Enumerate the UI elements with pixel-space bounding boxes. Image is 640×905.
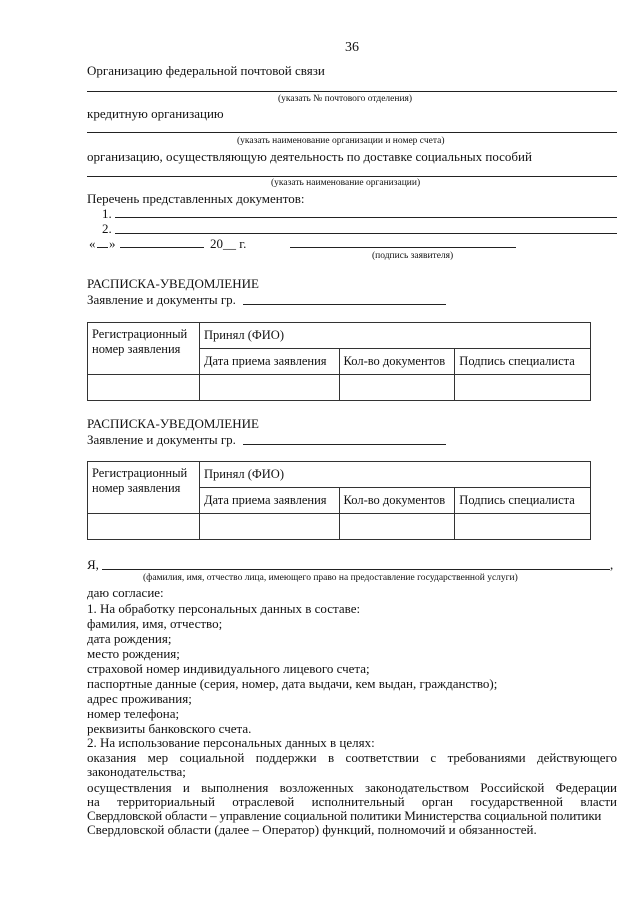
table1-cell-date[interactable] — [199, 375, 339, 401]
pd-field-8: реквизиты банковского счета. — [87, 721, 252, 736]
pd-field-4: страховой номер индивидуального лицевого счета; — [87, 661, 370, 676]
date-quote-open: « — [89, 236, 96, 251]
date-day-line — [97, 247, 108, 248]
docs-item-2-line — [115, 233, 617, 234]
pd-field-7: номер телефона; — [87, 706, 180, 721]
docs-item-1-line — [115, 217, 617, 218]
postal-label: Организацию федеральной почтовой связи — [87, 63, 325, 78]
docs-title: Перечень представленных документов: — [87, 191, 305, 206]
pd-field-5: паспортные данные (серия, номер, дата выдачи, кем выдан, гражданство); — [87, 676, 498, 691]
date-quote-close: » — [109, 236, 116, 251]
consent-comma: , — [610, 557, 614, 572]
purpose-line-2: законодательства; — [87, 764, 186, 779]
signature-line — [290, 247, 516, 248]
table1-header-reg: Регистрационный номер заявления — [88, 323, 200, 375]
receipt-title-2: РАСПИСКА-УВЕДОМЛЕНИЕ — [87, 416, 259, 431]
table2-header-accepted: Принял (ФИО) — [199, 462, 590, 488]
social-caption: (указать наименование организации) — [271, 178, 421, 188]
pd-field-6: адрес проживания; — [87, 691, 192, 706]
table1-header-accepted: Принял (ФИО) — [199, 323, 590, 349]
purpose-line-1: оказания мер социальной поддержки в соответствии с требованиями действующего — [87, 750, 617, 765]
date-month-line — [120, 247, 204, 248]
table2-header-count: Кол-во документов — [339, 488, 455, 514]
postal-line — [87, 91, 617, 92]
receipt-table-1 — [87, 322, 591, 401]
credit-caption: (указать наименование организации и номер счета) — [237, 136, 445, 146]
receipt-title-1: РАСПИСКА-УВЕДОМЛЕНИЕ — [87, 276, 259, 291]
purpose-line-6: Свердловской области (далее – Оператор) функций, полномочий и обязанностей. — [87, 822, 537, 837]
receipt-table-2 — [87, 461, 591, 540]
table1-header-sign: Подпись специалиста — [455, 349, 591, 375]
table1-cell-reg[interactable] — [88, 375, 200, 401]
consent-item-1: 1. На обработку персональных данных в составе: — [87, 601, 361, 616]
table1-cell-count[interactable] — [339, 375, 455, 401]
pd-field-3: место рождения; — [87, 646, 180, 661]
receipt-subtitle-2: Заявление и документы гр. — [87, 432, 236, 447]
table2-cell-sign[interactable] — [455, 514, 591, 540]
table1-cell-sign[interactable] — [455, 375, 591, 401]
table2-cell-count[interactable] — [339, 514, 455, 540]
table1-header-count: Кол-во документов — [339, 349, 455, 375]
consent-name-caption: (фамилия, имя, отчество лица, имеющего право на предоставление государственной услуги) — [143, 573, 518, 583]
purpose-line-3: осуществления и выполнения возложенных законодательством Российской Федерации — [87, 780, 617, 795]
table1-header-date: Дата приема заявления — [199, 349, 339, 375]
page-number: 36 — [345, 40, 359, 55]
table2-header-sign: Подпись специалиста — [455, 488, 591, 514]
date-year: 20__ г. — [210, 236, 247, 251]
table2-header-reg: Регистрационный номер заявления — [88, 462, 200, 514]
consent-agree: даю согласие: — [87, 585, 164, 600]
consent-item-2: 2. На использование персональных данных в целях: — [87, 735, 375, 750]
pd-field-1: фамилия, имя, отчество; — [87, 616, 223, 631]
purpose-line-5: Свердловской области – управление социальной политики Министерства социальной политики — [87, 808, 602, 823]
receipt-name-line-1 — [243, 304, 446, 305]
social-line — [87, 176, 617, 177]
postal-caption: (указать № почтового отделения) — [278, 94, 413, 104]
docs-item-2: 2. — [102, 221, 112, 236]
credit-line — [87, 132, 617, 133]
docs-item-1: 1. — [102, 206, 112, 221]
receipt-subtitle-1: Заявление и документы гр. — [87, 292, 236, 307]
table2-header-date: Дата приема заявления — [199, 488, 339, 514]
receipt-name-line-2 — [243, 444, 446, 445]
consent-name-line — [102, 569, 610, 570]
table2-cell-date[interactable] — [199, 514, 339, 540]
pd-field-2: дата рождения; — [87, 631, 172, 646]
table2-cell-reg[interactable] — [88, 514, 200, 540]
purpose-line-4: на территориальный отраслевой исполнительный орган государственной власти — [87, 794, 617, 809]
credit-label: кредитную организацию — [87, 106, 224, 121]
consent-i: Я, — [87, 557, 99, 572]
signature-caption: (подпись заявителя) — [372, 251, 454, 261]
social-label: организацию, осуществляющую деятельность по доставке социальных пособий — [87, 149, 532, 164]
